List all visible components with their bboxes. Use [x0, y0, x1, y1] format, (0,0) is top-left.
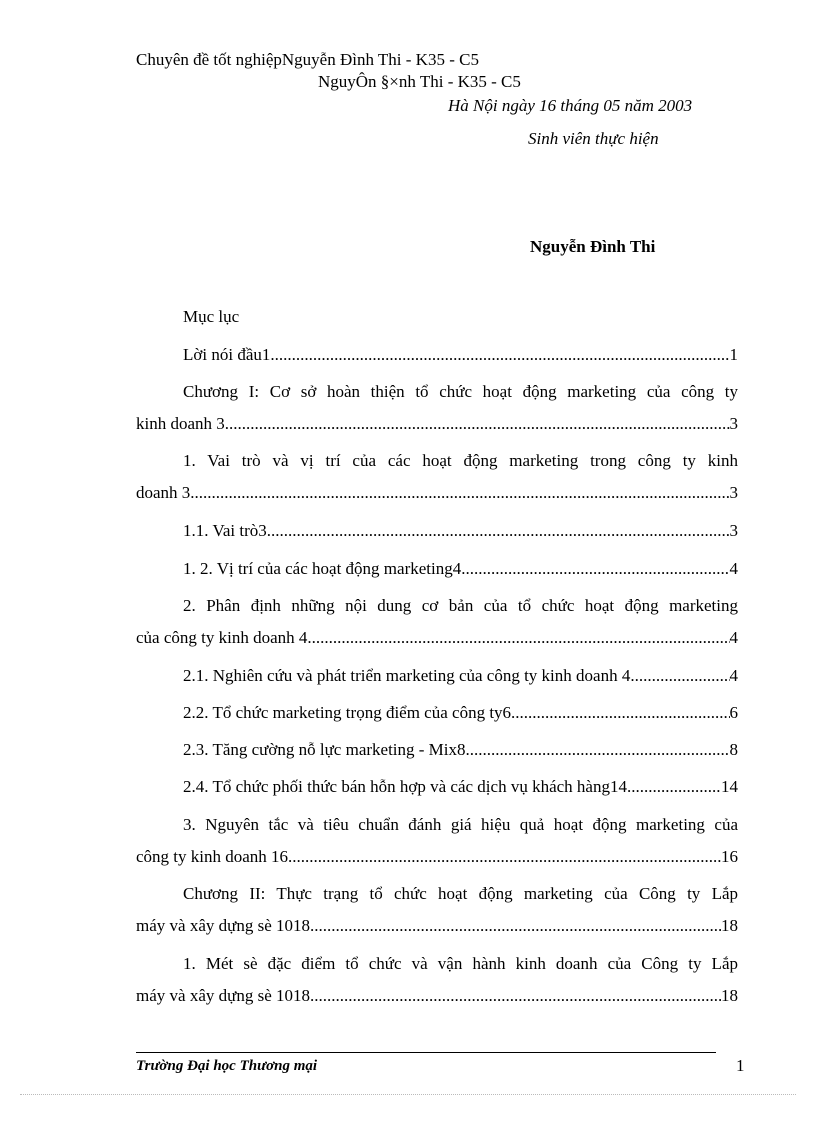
toc-entry-page: 16: [721, 847, 738, 866]
toc-entry-text: 2.4. Tổ chức phối thức bán hỗn hợp và các dịch vụ khách hàng14: [183, 777, 627, 796]
toc-entry: [136, 553, 738, 584]
toc-entry-text: 1. Mét sè đặc điểm tổ chức và vận hành kinh doanh của Công ty Lắp: [183, 954, 738, 973]
toc-entry-page: 3: [729, 521, 738, 540]
toc-leader-dots: [267, 515, 730, 546]
toc-entry-page: 4: [729, 559, 738, 578]
toc-entry-text: 1. Vai trò và vị trí của các hoạt động marketing trong công ty kinh: [183, 451, 738, 470]
toc-entry-text: 2. Phân định những nội dung cơ bản của tổ chức hoạt động marketing: [183, 596, 738, 615]
toc-entry-continuation: doanh 3: [136, 483, 191, 502]
toc-leader-dots: [270, 339, 729, 370]
page-number: 1: [736, 1056, 745, 1075]
author-name: Nguyễn Đình Thi: [530, 237, 656, 256]
toc-entry-page: 3: [729, 483, 738, 502]
toc-entry: [136, 376, 738, 439]
header-line-1: Chuyên đề tốt nghiệpNguyễn Đình Thi - K35 - C5: [136, 50, 479, 69]
toc-entry-text: 1. 2. Vị trí của các hoạt động marketing4: [183, 559, 462, 578]
toc-leader-dots: [225, 408, 730, 439]
toc-entry-page: 14: [721, 777, 738, 796]
toc-entry: [136, 734, 738, 765]
toc-entry: [136, 339, 738, 370]
toc-entry: [136, 515, 738, 546]
toc-entry-page: 4: [729, 666, 738, 685]
toc-entry: [136, 809, 738, 872]
toc-entry-page: 8: [729, 740, 738, 759]
toc-entry-text: Lời nói đầu1: [183, 345, 271, 364]
toc-leader-dots: [630, 660, 729, 691]
toc-leader-dots: [310, 980, 721, 1011]
date-line: Hà Nội ngày 16 tháng 05 năm 2003: [448, 96, 693, 115]
toc-entry-page: 18: [721, 986, 738, 1005]
toc-entry: [136, 697, 738, 728]
toc-entry-text: Chương I: Cơ sở hoàn thiện tổ chức hoạt động marketing của công ty: [183, 382, 738, 401]
toc-entry-continuation: công ty kinh doanh 16: [136, 847, 289, 866]
toc-entry-continuation: máy và xây dựng sè 1018: [136, 916, 310, 935]
toc-leader-dots: [310, 910, 721, 941]
student-label: Sinh viên thực hiện: [528, 129, 659, 148]
toc-leader-dots: [627, 771, 721, 802]
toc-entry-continuation: của công ty kinh doanh 4: [136, 628, 308, 647]
toc-entry-page: 3: [729, 414, 738, 433]
toc-entry-page: 6: [729, 703, 738, 722]
page-edge-divider: [20, 1094, 796, 1095]
toc-entry-text: 3. Nguyên tắc và tiêu chuẩn đánh giá hiệu quả hoạt động marketing của: [183, 815, 738, 834]
toc-entry: [136, 948, 738, 1011]
toc-entry: [136, 660, 738, 691]
toc-entry-page: 18: [721, 916, 738, 935]
toc-leader-dots: [461, 553, 729, 584]
toc-leader-dots: [190, 477, 729, 508]
toc-title: Mục lục: [183, 307, 240, 326]
toc-entry-page: 4: [729, 628, 738, 647]
footer-rule: [136, 1052, 716, 1053]
toc-entry-text: 1.1. Vai trò3: [183, 521, 267, 540]
toc-leader-dots: [511, 697, 729, 728]
toc-entry: [136, 771, 738, 802]
toc-entry-page: 1: [729, 345, 738, 364]
toc-leader-dots: [307, 622, 729, 653]
footer-school: Trường Đại học Thương mại: [136, 1058, 318, 1074]
toc-entry: [136, 590, 738, 653]
toc-entry-text: Chương II: Thực trạng tổ chức hoạt động marketing của Công ty Lắp: [183, 884, 738, 903]
toc-entry-text: 2.1. Nghiên cứu và phát triển marketing của công ty kinh doanh 4: [183, 666, 631, 685]
header-line-2: NguyÔn §×nh Thi - K35 - C5: [318, 72, 521, 91]
toc-leader-dots: [288, 841, 721, 872]
toc-entry: [136, 878, 738, 941]
toc-entry: [136, 445, 738, 508]
toc-leader-dots: [466, 734, 730, 765]
toc-entry-text: 2.3. Tăng cường nỗ lực marketing - Mix8: [183, 740, 466, 759]
toc-entry-text: 2.2. Tổ chức marketing trọng điểm của công ty6: [183, 703, 512, 722]
toc-entry-continuation: kinh doanh 3: [136, 414, 225, 433]
toc-entry-continuation: máy và xây dựng sè 1018: [136, 986, 310, 1005]
